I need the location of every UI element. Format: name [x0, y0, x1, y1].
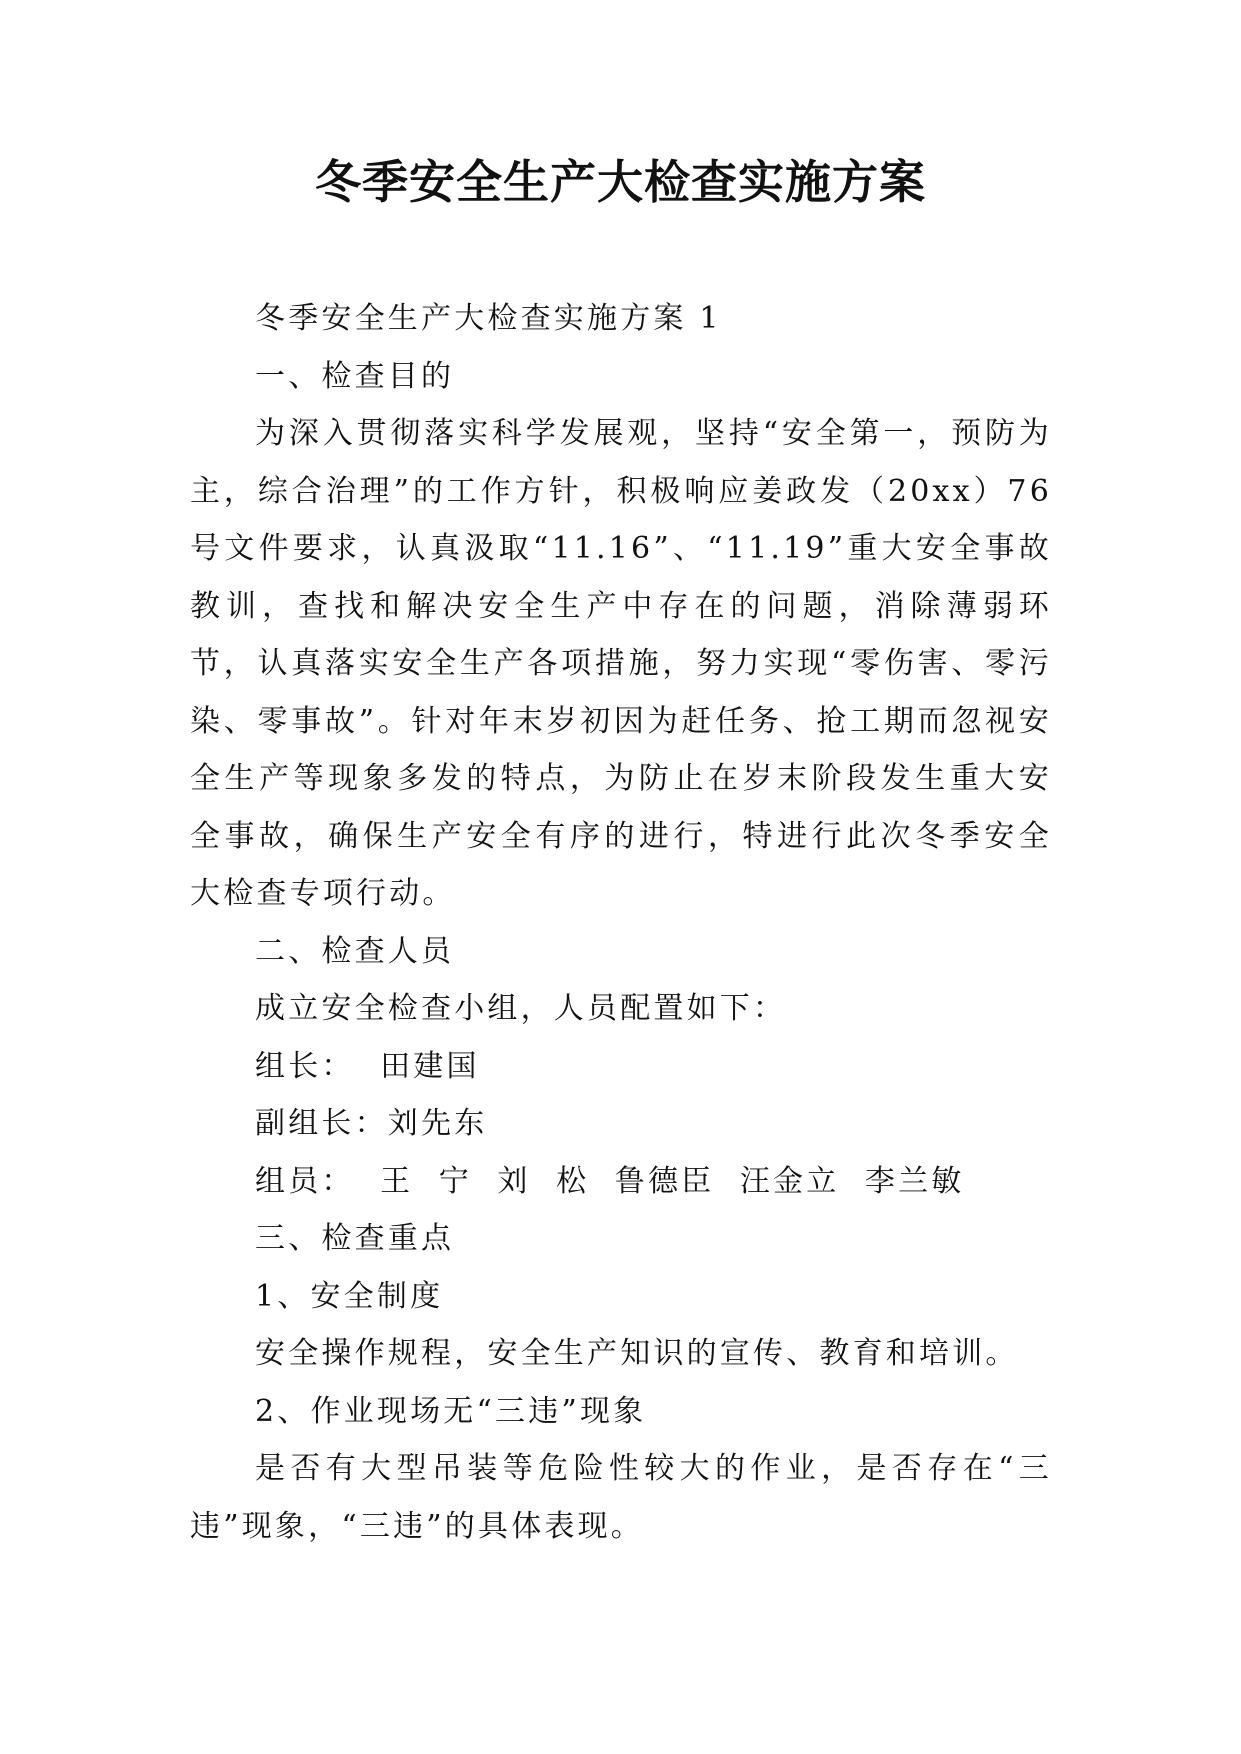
- section-heading: 一、检查目的: [255, 358, 455, 394]
- section-heading: 二、检查人员: [255, 933, 455, 969]
- paragraph: 是否有大型吊装等危险性较大的作业，是否存在“三违”现象，“三违”的具体表现。: [190, 1451, 1052, 1544]
- section-heading: 三、检查重点: [255, 1221, 455, 1256]
- subsection-heading: 2、作业现场无“三违”现象: [255, 1393, 647, 1429]
- team-leader-line: 组长： 田建国: [255, 1048, 480, 1084]
- deputy-leader-line: 副组长：刘先东: [255, 1106, 488, 1141]
- paragraph: 安全操作规程，安全生产知识的宣传、教育和培训。: [255, 1336, 1019, 1371]
- document-title: 冬季安全生产大检查实施方案: [315, 155, 926, 209]
- paragraph: 成立安全检查小组，人员配置如下：: [255, 991, 787, 1026]
- paragraph: 为深入贯彻落实科学发展观，坚持“安全第一，预防为主，综合治理”的工作方针，积极响应姜政发（20xx）76 号文件要求，认真汲取“11.16”、“11.19”重大安全事故教训，查找和解决安全生产中存在的问题，消除薄弱环节，认真落实安全生产各项措施，努力实现“零伤害、零污染、零事故”。针对年末岁初因为赶任务、抢工期而忽视安全生产等现象多发的特点，为防止在岁末阶段发生重大安全事故，确保生产安全有序的进行，特进行此次冬季安全大检查专项行动。: [190, 416, 1052, 911]
- document-body: [190, 290, 1052, 1555]
- team-members-line: 组员： 王 宁 刘 松 鲁德臣 汪金立 李兰敏: [255, 1163, 965, 1199]
- section-heading: 冬季安全生产大检查实施方案 1: [255, 301, 722, 336]
- subsection-heading: 1、安全制度: [255, 1278, 444, 1314]
